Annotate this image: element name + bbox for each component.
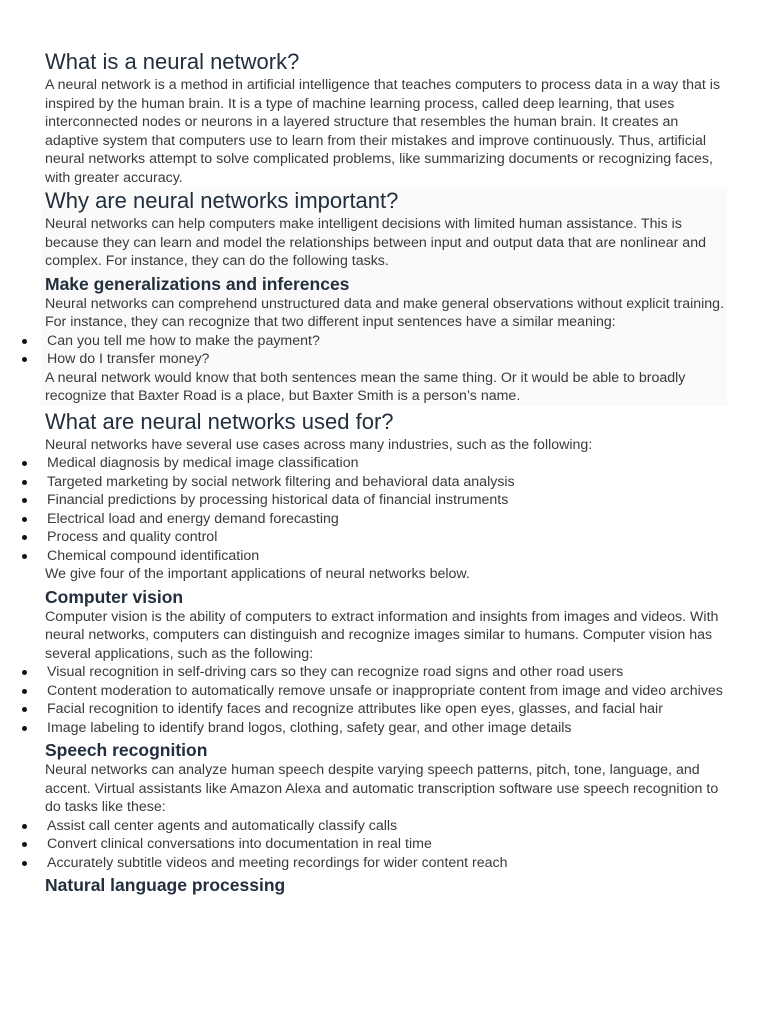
bullet-icon <box>22 707 27 712</box>
list-item-text: Targeted marketing by social network filtering and behavioral data analysis <box>47 473 515 490</box>
section-paragraph: A neural network is a method in artificial intelligence that teaches computers to process data in a way that is inspired by the human brain. It is a type of machine learning process, called deep learning, that uses interconnected nodes or neurons in a layered structure that resembles the human brain. It creates an adaptive system that computers use to learn from their mistakes and improve continuously. Thus, artificial neural networks attempt to solve complicated problems, like summarizing documents or recognizing faces, with greater accuracy. <box>45 77 721 186</box>
article-body <box>45 48 725 896</box>
bullet-icon <box>22 357 27 362</box>
list-item <box>45 663 725 682</box>
section-intro: Neural networks have several use cases across many industries, such as the following: <box>45 436 593 453</box>
section-what-is <box>45 48 725 187</box>
list-item <box>45 473 725 492</box>
section-paragraph: Neural networks can help computers make intelligent decisions with limited human assistance. This is because they can learn and model the relationships between input and output data that are nonlinear and complex. For instance, they can do the following tasks. <box>45 216 706 269</box>
list-item-text: Process and quality control <box>47 529 218 545</box>
section-outro: We give four of the important applications of neural networks below. <box>45 566 470 582</box>
bullet-icon <box>22 842 27 847</box>
closing-paragraph: A neural network would know that both sentences mean the same thing. Or it would be able to broadly recognize that Baxter Road is a place, but Baxter Smith is a person’s name. <box>45 369 686 404</box>
section-why-important <box>41 187 727 406</box>
list-item <box>45 835 725 854</box>
list-item-text: Financial predictions by processing historical data of financial instruments <box>47 492 509 508</box>
list-item-text: Image labeling to identify brand logos, clothing, safety gear, and other image details <box>47 719 572 736</box>
subheading-nlp: Natural language processing <box>45 875 286 895</box>
section-title: Why are neural networks important? <box>45 188 399 213</box>
section-used-for <box>45 408 725 897</box>
list-item-text: Accurately subtitle videos and meeting recordings for wider content reach <box>47 854 508 871</box>
bullet-icon <box>22 861 27 866</box>
list-item <box>45 510 725 529</box>
list-item <box>45 700 725 719</box>
bullet-icon <box>22 689 27 694</box>
computer-vision-list <box>45 663 725 737</box>
list-item-text: Chemical compound identification <box>47 547 260 564</box>
speech-recognition-list <box>45 817 725 873</box>
bullet-icon <box>22 824 27 829</box>
bullet-icon <box>22 339 27 344</box>
list-item-text: Facial recognition to identify faces and recognize attributes like open eyes, glasses, and facial hair <box>47 701 663 717</box>
sub-paragraph: Neural networks can comprehend unstructured data and make general observations without explicit training. For instance, they can recognize that two different input sentences have a similar meaning: <box>45 295 725 330</box>
bullet-icon <box>22 726 27 731</box>
section-title: What are neural networks used for? <box>45 408 394 434</box>
list-item <box>45 682 725 701</box>
bullet-icon <box>22 498 27 503</box>
bullet-icon <box>22 535 27 540</box>
bullet-icon <box>22 554 27 559</box>
subheading-generalizations: Make generalizations and inferences <box>45 273 350 294</box>
bullet-icon <box>22 461 27 466</box>
use-case-list <box>45 454 725 565</box>
section-title: What is a neural network? <box>45 49 300 74</box>
bullet-icon <box>22 517 27 522</box>
list-item-text: Visual recognition in self-driving cars so they can recognize road signs and other road users <box>47 664 624 680</box>
list-item <box>45 350 727 369</box>
list-item <box>45 491 725 510</box>
bullet-icon <box>22 670 27 675</box>
list-item-text: Content moderation to automatically remove unsafe or inappropriate content from image and video archives <box>47 682 723 699</box>
subheading-speech-recognition: Speech recognition <box>45 740 208 760</box>
list-item-text: Convert clinical conversations into documentation in real time <box>47 836 432 852</box>
computer-vision-paragraph: Computer vision is the ability of computers to extract information and insights from images and videos. With neural networks, computers can distinguish and recognize images similar to humans. Computer vision has several applications, such as the following: <box>45 608 719 662</box>
list-item <box>45 547 725 566</box>
list-item-text: Medical diagnosis by medical image classification <box>47 455 359 471</box>
list-item-text: Can you tell me how to make the payment? <box>47 332 320 349</box>
example-list <box>45 332 727 369</box>
list-item-text: Electrical load and energy demand forecasting <box>47 510 339 527</box>
bullet-icon <box>22 480 27 485</box>
speech-recognition-paragraph: Neural networks can analyze human speech despite varying speech patterns, pitch, tone, language, and accent. Virtual assistants like Amazon Alexa and automatic transcription software use speech recognition to do tasks like these: <box>45 762 719 815</box>
list-item <box>45 817 725 836</box>
list-item <box>45 454 725 473</box>
list-item-text: How do I transfer money? <box>47 351 210 367</box>
list-item-text: Assist call center agents and automatically classify calls <box>47 817 398 834</box>
list-item <box>45 854 725 873</box>
list-item <box>45 719 725 738</box>
list-item <box>45 332 727 351</box>
subheading-computer-vision: Computer vision <box>45 586 184 607</box>
list-item <box>45 528 725 547</box>
